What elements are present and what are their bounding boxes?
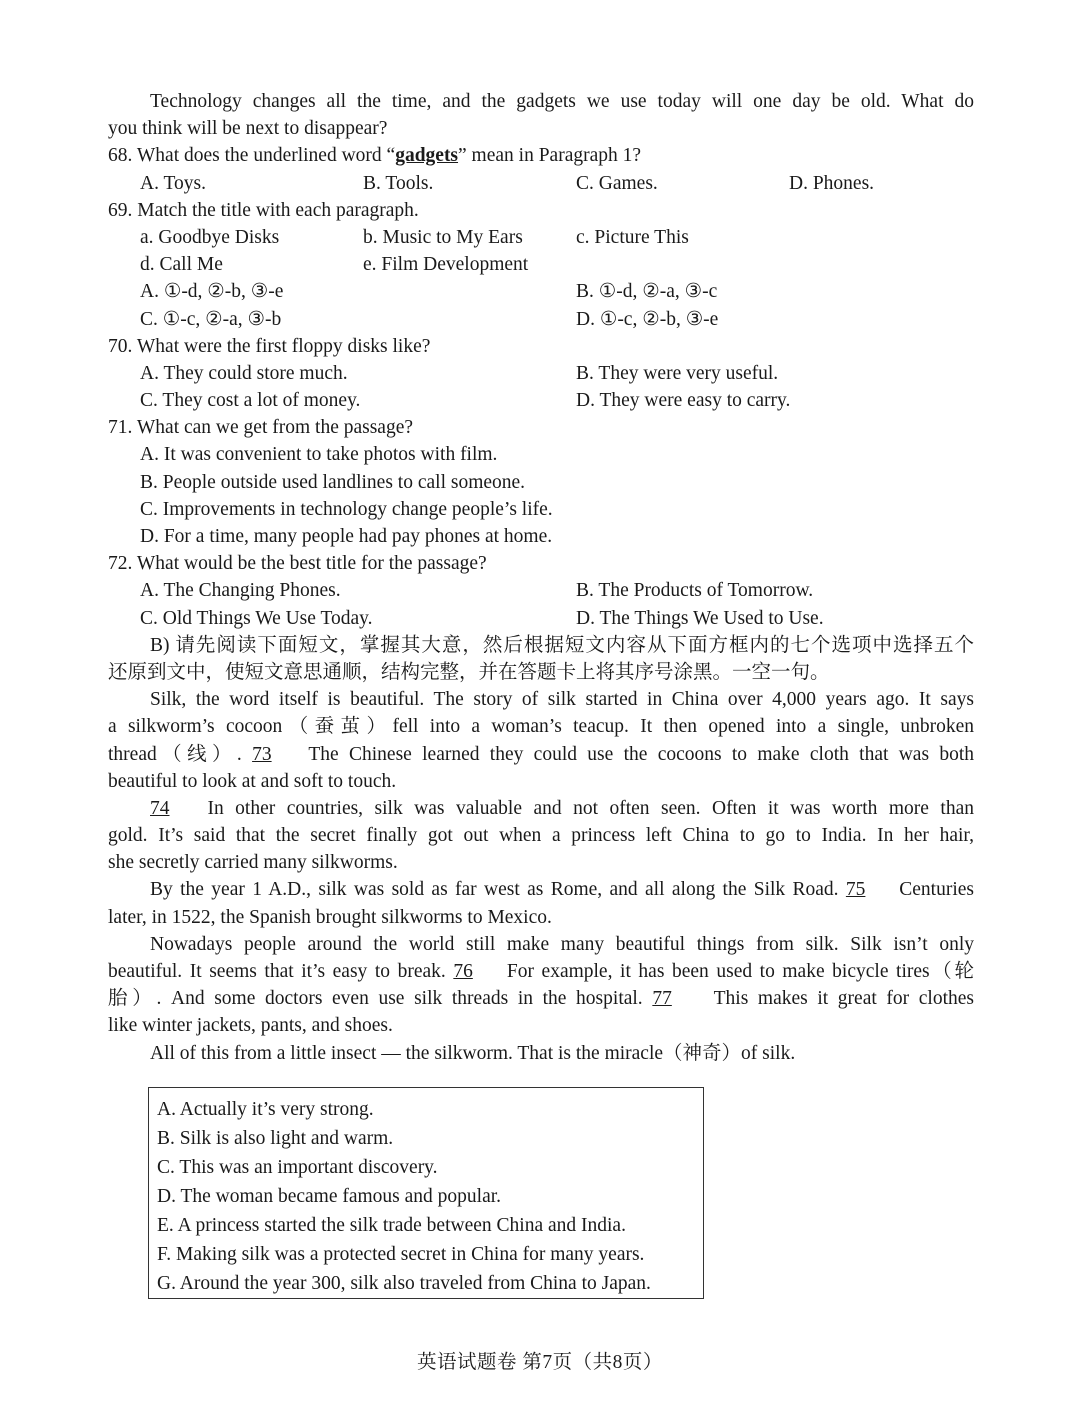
passage-line: By the year 1 A.D., silk was sold as far west as Rome, and all along the Silk Road. 75 Centuries	[108, 876, 974, 903]
option-d[interactable]: D. ①-c, ②-b, ③-e	[576, 308, 719, 330]
intro-line: you think will be next to disappear?	[108, 118, 388, 140]
exam-page	[108, 88, 974, 1067]
blank-76[interactable]: 76	[453, 961, 473, 982]
passage-line: like winter jackets, pants, and shoes.	[108, 1015, 393, 1037]
option-c[interactable]: C. Improvements in technology change people’s life.	[140, 498, 553, 520]
option-d[interactable]: D. They were easy to carry.	[576, 390, 791, 412]
choice-e[interactable]: E. A princess started the silk trade between China and India.	[157, 1215, 626, 1236]
question-71-stem: 71. What can we get from the passage?	[108, 417, 414, 439]
question-72-options	[108, 605, 974, 632]
option-b[interactable]: B. People outside used landlines to call someone.	[140, 471, 526, 493]
passage-line: later, in 1522, the Spanish brought silkworms to Mexico.	[108, 906, 552, 928]
question-70-options	[108, 387, 974, 414]
passage-line: a silkworm’s cocoon（蚕茧）fell into a woman’s teacup. It then opened into a single, unbroken	[108, 716, 974, 738]
choice-c[interactable]: C. This was an important discovery.	[157, 1157, 438, 1178]
option-a[interactable]: A. They could store much.	[140, 362, 348, 384]
question-68-options	[108, 170, 974, 197]
question-69-options	[108, 278, 974, 305]
option-c[interactable]: C. ①-c, ②-a, ③-b	[140, 308, 282, 330]
option-a[interactable]: A. The Changing Phones.	[140, 580, 341, 602]
passage-line: 胎）. And some doctors even use silk threads in the hospital. 77 This makes it great for clothes	[108, 985, 974, 1012]
choices-box	[148, 1087, 704, 1299]
passage-line: thread（线）. 73 The Chinese learned they could use the cocoons to make cloth that was both	[108, 741, 974, 768]
question-72-options	[108, 577, 974, 604]
option-c[interactable]: C. Old Things We Use Today.	[140, 607, 373, 629]
title-list-row	[108, 251, 974, 278]
option-d[interactable]: D. The Things We Used to Use.	[576, 607, 824, 629]
title-list-row	[108, 224, 974, 251]
title-a: a. Goodbye Disks	[140, 226, 280, 248]
choice-g[interactable]: G. Around the year 300, silk also traveled from China to Japan.	[157, 1273, 651, 1294]
page-footer: 英语试题卷 第7页（共8页）	[417, 1352, 663, 1373]
blank-77[interactable]: 77	[652, 988, 672, 1010]
option-d[interactable]: D. Phones.	[789, 172, 875, 194]
blank-73[interactable]: 73	[252, 743, 272, 765]
passage-line: Silk, the word itself is beautiful. The story of silk started in China over 4,000 years ago. It says	[150, 689, 974, 711]
title-d: d. Call Me	[140, 254, 223, 276]
option-b[interactable]: B. They were very useful.	[576, 362, 779, 384]
blank-74[interactable]: 74	[150, 797, 170, 819]
underlined-word: gadgets	[395, 145, 459, 167]
option-a[interactable]: A. It was convenient to take photos with film.	[140, 444, 498, 466]
question-72-stem: 72. What would be the best title for the passage?	[108, 553, 487, 575]
question-69-options	[108, 306, 974, 333]
option-a[interactable]: A. Toys.	[140, 172, 206, 194]
option-b[interactable]: B. ①-d, ②-a, ③-c	[576, 281, 718, 303]
choice-a[interactable]: A. Actually it’s very strong.	[157, 1099, 374, 1120]
option-b[interactable]: B. The Products of Tomorrow.	[576, 580, 814, 602]
choice-d[interactable]: D. The woman became famous and popular.	[157, 1186, 502, 1207]
title-c: c. Picture This	[576, 226, 689, 248]
question-70-options	[108, 360, 974, 387]
question-68-stem: 68. What does the underlined word “gadgets” mean in Paragraph 1?	[108, 145, 642, 167]
choice-b[interactable]: B. Silk is also light and warm.	[157, 1128, 394, 1149]
section-b-instructions: B) 请先阅读下面短文，掌握其大意，然后根据短文内容从下面方框内的七个选项中选择五个	[150, 634, 974, 656]
passage-line: she secretly carried many silkworms.	[108, 852, 398, 874]
title-b: b. Music to My Ears	[363, 226, 523, 248]
title-e: e. Film Development	[363, 254, 529, 276]
passage-line: beautiful to look at and soft to touch.	[108, 770, 397, 792]
option-d[interactable]: D. For a time, many people had pay phones at home.	[140, 526, 553, 547]
question-69-stem: 69. Match the title with each paragraph.	[108, 199, 419, 221]
option-a[interactable]: A. ①-d, ②-b, ③-e	[140, 281, 284, 303]
passage-line: 74 In other countries, silk was valuable and not often seen. Often it was worth more than	[108, 795, 974, 822]
option-c[interactable]: C. They cost a lot of money.	[140, 390, 361, 412]
intro-line: Technology changes all the time, and the gadgets we use today will one day be old. What do	[150, 91, 974, 112]
passage-line: Nowadays people around the world still make many beautiful things from silk. Silk isn’t only	[150, 933, 974, 955]
passage-line: All of this from a little insect — the silkworm. That is the miracle（神奇）of silk.	[150, 1042, 796, 1064]
option-b[interactable]: B. Tools.	[363, 172, 434, 194]
question-70-stem: 70. What were the first floppy disks like?	[108, 335, 431, 357]
blank-75[interactable]: 75	[845, 879, 866, 901]
option-c[interactable]: C. Games.	[576, 172, 658, 194]
section-b-instructions: 还原到文中，使短文意思通顺，结构完整，并在答题卡上将其序号涂黑。一空一句。	[108, 661, 830, 683]
choice-f[interactable]: F. Making silk was a protected secret in China for many years.	[157, 1244, 645, 1265]
passage-line: gold. It’s said that the secret finally got out when a princess left China to go to India. In her hair,	[108, 825, 974, 847]
passage-line: beautiful. It seems that it’s easy to break. 76 For example, it has been used to make bicycle tires（轮	[108, 958, 974, 985]
